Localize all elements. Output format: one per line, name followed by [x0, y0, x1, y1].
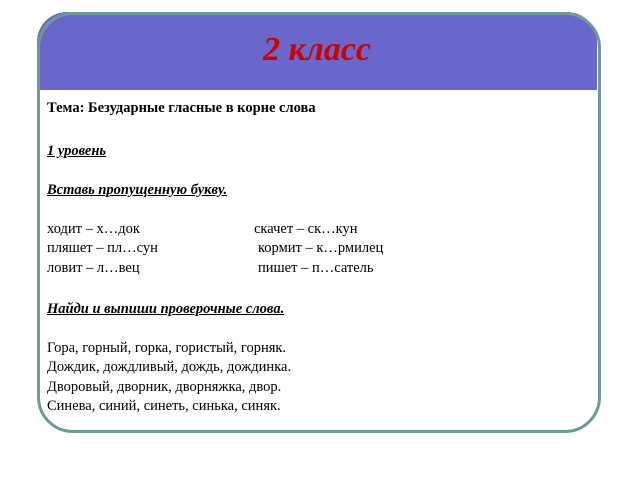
- word-pair-right: пишет – п…сатель: [258, 260, 374, 276]
- word-pair-left: ходит – х…док: [47, 221, 140, 237]
- task2-instruction: Найди и выпиши проверочные слова.: [47, 301, 285, 317]
- word-pair-right: скачет – ск…кун: [254, 221, 358, 237]
- topic-heading: Тема: Безударные гласные в корне слова: [47, 100, 316, 116]
- word-group-line: Гора, горный, горка, гористый, горняк.: [47, 340, 287, 356]
- word-pair-left: пляшет – пл…сун: [47, 240, 158, 256]
- slide-title: 2 класс: [262, 31, 372, 68]
- word-pair-right: кормит – к…рмилец: [258, 240, 384, 256]
- slide: [37, 12, 600, 440]
- word-pair-left: ловит – л…вец: [47, 260, 140, 276]
- level-label: 1 уровень: [47, 143, 107, 159]
- word-group-line: Дождик, дождливый, дождь, дождинка.: [47, 359, 292, 375]
- word-group-line: Дворовый, дворник, дворняжка, двор.: [47, 379, 282, 395]
- word-group-line: Синева, синий, синеть, синька, синяк.: [47, 398, 281, 414]
- task1-instruction: Вставь пропущенную букву.: [47, 182, 228, 198]
